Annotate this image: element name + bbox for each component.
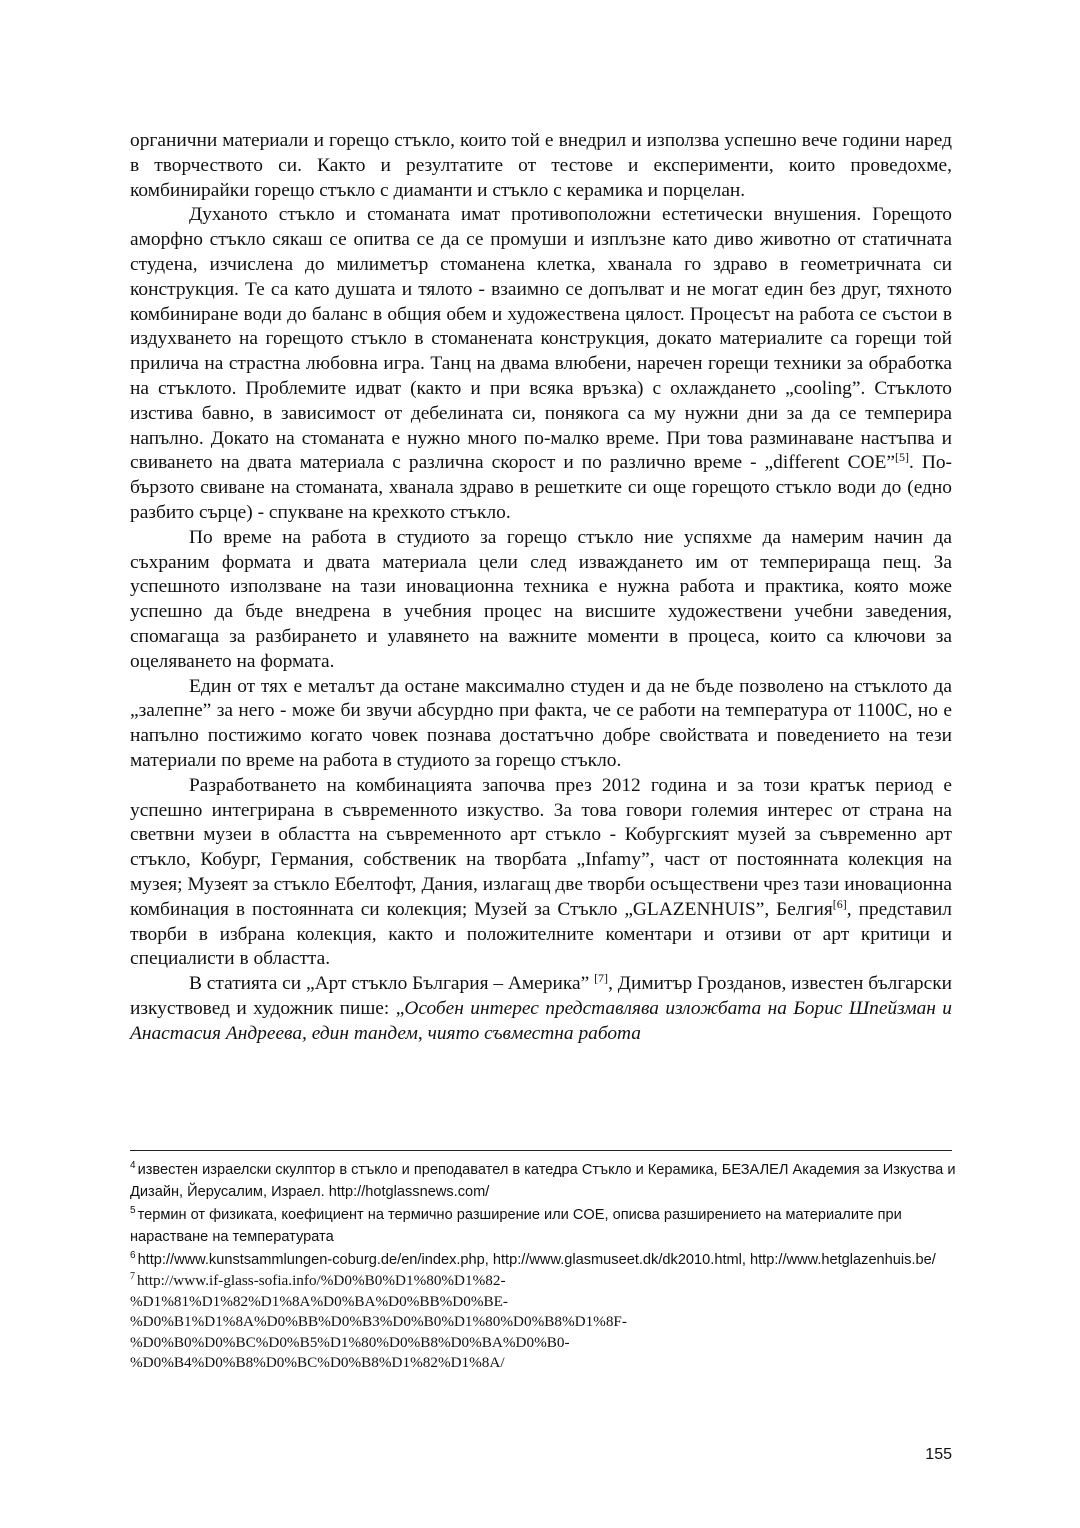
footnote-7-line: %D0%B1%D1%8A%D0%BB%D0%B3%D0%B0%D1%80%D0%B8%D1%8F- (130, 1313, 627, 1331)
paragraph-4: Един от тях е металът да остане максимално студен и да не бъде позволено на стъклото да „залепне” за него - може би звучи абсурдно при факта, че се работи на температура от 1100С, но е напълно постижимо когато човек познава достатъчно добре свойствата и поведението на тези материали по време на работа в студиото за горещо стъкло. (130, 675, 952, 771)
footnote-divider (130, 1150, 952, 1151)
page-number: 155 (925, 1446, 952, 1463)
footnote-6: $^6$ http://www.kunstsammlungen-coburg.de/en/index.php, http://www.glasmuseet.dk/dk2010.html, http://www.hetglazenhuis.be/ (130, 1249, 936, 1268)
footnote-4: $^4$ известен израелски скулптор в стъкло и преподавател в катедра Стъкло и Керамика, БЕЗАЛЕЛ Академия за Изкуства и Дизайн, Йерусалим, Израел. http://hotglassnews.com/ (130, 1160, 956, 1201)
footnote-7-line: %D0%B4%D0%B8%D0%BC%D0%B8%D1%82%D1%8A/ (130, 1354, 505, 1372)
paragraph-6: В статията си „Арт стъкло България – Америка” [7], Димитър Грозданов, известен български изкуствовед и художник пише: „Особен интерес представлява изложбата на Борис Шпейзман и Анастасия Андреева, един тандем, чиято съвместна работа (130, 971, 952, 1044)
footnote-7-line: $^7$ http://www.if-glass-sofia.info/%D0%B0%D1%80%D1%82- (130, 1271, 506, 1290)
footnote-ref-5: [5] (894, 450, 909, 465)
quote-italic: Особен интерес представлява изложбата на Борис Шпейзман и Анастасия Андреева, един тандем, чиято съвместна работа (130, 997, 952, 1044)
footnote-5: $^5$ термин от физиката, коефициент на термично разширение или COE, описва разширението на материалите при нарастване на температурата (130, 1204, 902, 1246)
body-text (130, 129, 952, 1046)
paragraph-5: Разработването на комбинацията започва през 2012 година и за този кратък период е успешно интегрирана в съвременното изкуство. За това говори големия интерес от страна на светвни музеи в областта на съвременното арт стъкло - Кобургският музей за съвременно арт стъкло, Кобург, Германия, собственик на творбата „Infamy”, част от постоянната колекция на музея; Музеят за стъкло Ебелтофт, Дания, излагащ две творби осъществени чрез тази иновационна комбинация в постоянната си колекция; Музей за Стъкло „GLAZENHUIS”, Белгия[6], представил творби в избрана колекция, както и положителните коментари и отзиви от арт критици и специалисти в областта. (130, 774, 952, 970)
footnote-ref-7: [7] (594, 971, 609, 986)
paragraph-1: органични материали и горещо стъкло, които той е внедрил и използва успешно вече години наред в творчеството си. Както и резултатите от тестове и експерименти, които проведохме, комбинирайки горещо стъкло с диаманти и стъкло с керамика и порцелан. (130, 130, 952, 201)
footnote-7-line: %D1%81%D1%82%D1%8A%D0%BA%D0%BB%D0%BE- (130, 1292, 508, 1310)
footnote-7 (130, 1271, 970, 1374)
paragraph-2: Духаното стъкло и стоманата имат противоположни естетически внушения. Горещото аморфно стъкло сякаш се опитва се да се промуши и изплъзне като диво животно от статичната студена, изчислена до милиметър стоманена клетка, хванала го здраво в геометричната си конструкция. Те са като душата и тялото - взаимно се допълват и не могат един без друг, тяхното комбиниране води до баланс в общия обем и художествена цялост. Процесът на работа се състои в издухването на горещото стъкло в стоманената конструкция, докато материалите са горещи той прилича на страстна любовна игра. Танц на двама влюбени, наречен горещи техники за обработка на стъклото. Проблемите идват (както и при всяка връзка) с охлаждането „cooling”. Стъклото изстива бавно, в зависимост от дебелината си, понякога са му нужни дни за да се темперира напълно. Докато на стоманата е нужно много по-малко време. При това разминаване настъпва и свиването на двата материала с различна скорост и по различно време - „different COE”[5]. По-бързото свиване на стоманата, хванала здраво в решетките си още горещото стъкло води до (едно разбито сърце) - спукване на крехкото стъкло. (130, 204, 952, 523)
footnote-7-line: %D0%B0%D0%BC%D0%B5%D1%80%D0%B8%D0%BA%D0%B0- (130, 1333, 570, 1351)
footnote-ref-6: [6] (832, 896, 847, 911)
paragraph-3: По време на работа в студиото за горещо стъкло ние успяхме да намерим начин да съхраним формата и двата материала цели след изваждането им от темперираща пещ. За успешното използване на тази иновационна техника е нужна работа и практика, която може успешно да бъде внедрена в учебния процес на висшите художествени учебни заведения, спомагаща за разбирането и улавянето на важните моменти в процеса, които са ключови за оцеляването на формата. (130, 526, 952, 672)
footnotes (130, 1159, 970, 1374)
